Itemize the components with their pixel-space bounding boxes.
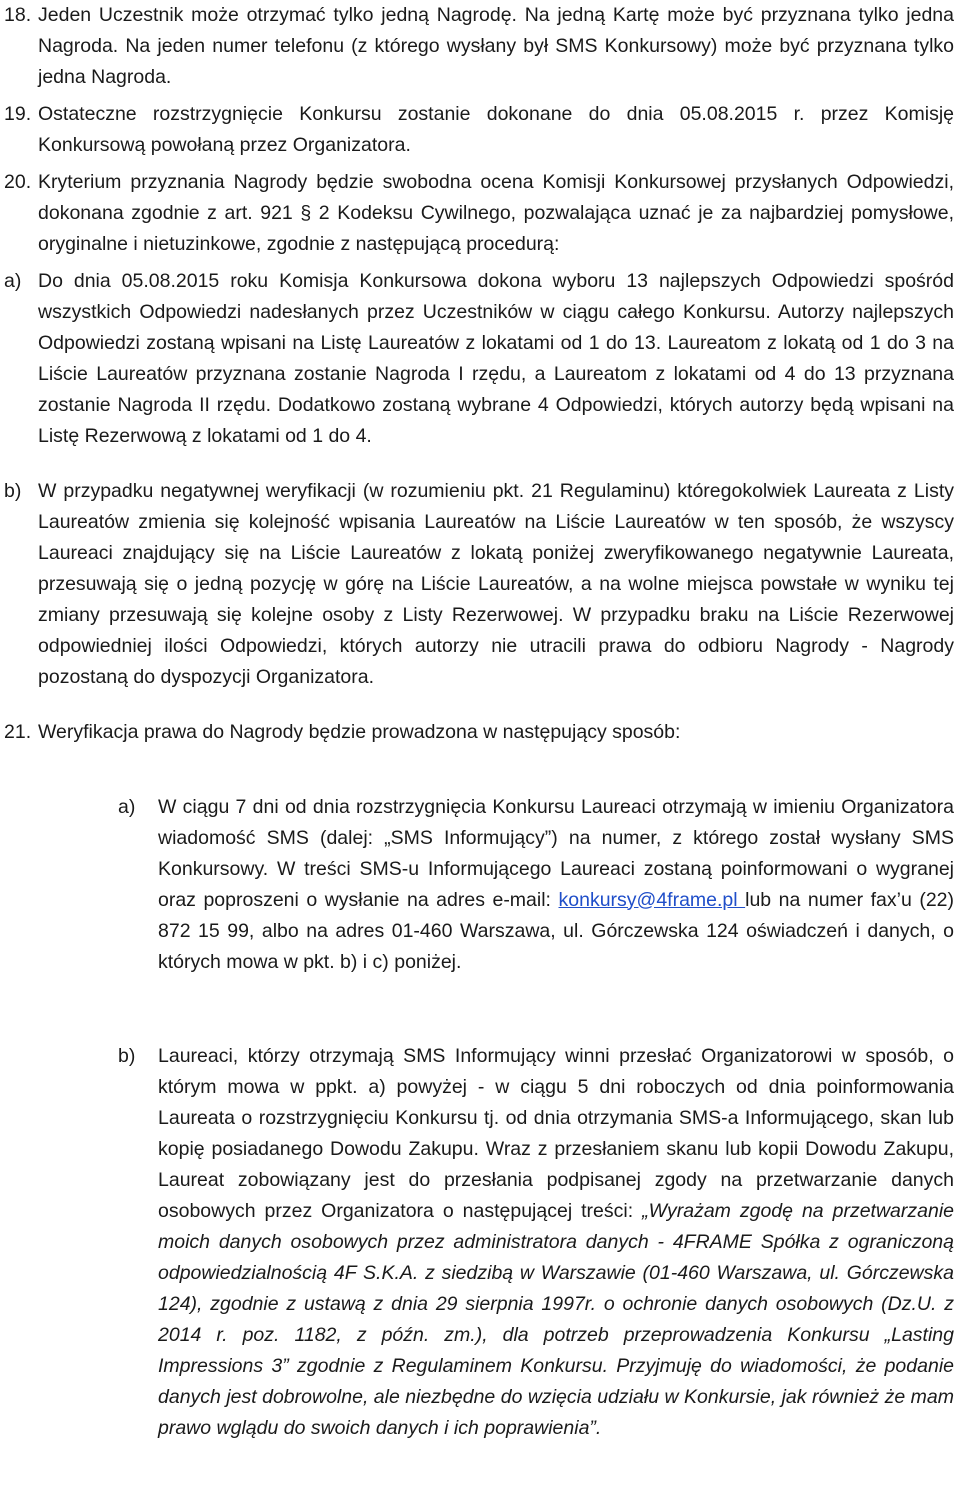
- section-19: [4, 99, 954, 161]
- section-21: [4, 717, 954, 748]
- point-text-before: Laureaci, którzy otrzymają SMS Informujący winni przesłać Organizatorowi w sposób, o którym mowa w ppkt. a) powyżej - w ciągu 5 dni roboczych od dnia poinformowania Laureata o rozstrzygnięciu Konkursu tj. od dnia otrzymania SMS-a Informującego, skan lub kopię posiadanego Dowodu Zakupu. Wraz z przesłaniem skanu lub kopii Dowodu Zakupu, Laureat zobowiązany jest do przesłania podpisanej zgody na przetwarzanie danych osobowych przez Organizatora o następującej treści:: [158, 1044, 954, 1222]
- section-20-point-a: [4, 266, 954, 452]
- section-20-point-b: [4, 476, 954, 693]
- point-label: a): [4, 270, 22, 292]
- section-21-point-a: [118, 792, 954, 978]
- point-text: W przypadku negatywnej weryfikacji (w rozumieniu pkt. 21 Regulaminu) któregokolwiek Laureata z Listy Laureatów zmienia się kolejność wpisania Laureatów na Liście Laureatów w ten sposób, że wszyscy Laureaci znajdujący się na Liście Laureatów z lokatą poniżej zweryfikowanego negatywnie Laureata, przesuwają się o jedną pozycję w górę na Liście Laureatów, a na wolne miejsca powstałe w wyniku tej zmiany przesuwają się kolejne osoby z Listy Rezerwowej. W przypadku braku na Liście Rezerwowej odpowiedniej ilości Odpowiedzi, których autorzy nie utracili prawa do odbioru Nagrody - Nagrody pozostaną do dyspozycji Organizatora.: [38, 480, 954, 688]
- section-text: Ostateczne rozstrzygnięcie Konkursu zostanie dokonane do dnia 05.08.2015 r. przez Komisję Konkursową powołaną przez Organizatora.: [38, 103, 954, 156]
- section-21-point-b: [118, 1041, 954, 1444]
- section-20: [4, 167, 954, 260]
- consent-clause: „Wyrażam zgodę na przetwarzanie moich danych osobowych przez administratora danych - 4FRAME Spółka z ograniczoną odpowiedzialnością 4F S.K.A. z siedzibą w Warszawie (01-460 Warszawa, ul. Górczewska 124), zgodnie z ustawą z dnia 29 sierpnia 1997r. o ochronie danych osobowych (Dz.U. z 2014 r. poz. 1182, z późn. zm.), dla potrzeb przeprowadzenia Konkursu „Lasting Impressions 3” zgodnie z Regulaminem Konkursu. Przyjmuję do wiadomości, że podanie danych jest dobrowolne, ale niezbędne do wzięcia udziału w Konkursie, jak również że mam prawo wglądu do swoich danych i ich poprawienia”.: [158, 1199, 954, 1439]
- point-label: a): [118, 795, 136, 818]
- section-number: 19.: [4, 103, 32, 125]
- point-label: b): [4, 480, 22, 502]
- point-text: Do dnia 05.08.2015 roku Komisja Konkursowa dokona wyboru 13 najlepszych Odpowiedzi spośród wszystkich Odpowiedzi nadesłanych przez Uczestników w ciągu całego Konkursu. Autorzy najlepszych Odpowiedzi zostaną wpisani na Listę Laureatów z lokatami od 1 do 13. Laureatom z lokatą od 1 do 3 na Liście Laureatów przyznana zostanie Nagroda I rzędu, a Laureatom z lokatami od 4 do 13 przyznana zostanie Nagroda II rzędu. Dodatkowo zostaną wybrane 4 Odpowiedzi, których autorzy będą wpisani na Listę Rezerwową z lokatami od 1 do 4.: [38, 270, 954, 447]
- section-number: 18.: [4, 4, 32, 26]
- section-text: Weryfikacja prawa do Nagrody będzie prowadzona w następujący sposób:: [38, 721, 681, 743]
- section-number: 21.: [4, 721, 32, 743]
- section-18: [4, 0, 954, 93]
- point-text-after: lub na numer fax’u (22) 872 15 99, albo na adres 01-460 Warszawa, ul. Górczewska 124 oświadczeń i danych, o których mowa w pkt. b) i c) poniżej.: [158, 888, 955, 973]
- point-label: b): [118, 1044, 136, 1067]
- section-text: Jeden Uczestnik może otrzymać tylko jedną Nagrodę. Na jedną Kartę może być przyznana tylko jedna Nagroda. Na jeden numer telefonu (z którego wysłany był SMS Konkursowy) może być przyznana tylko jedna Nagroda.: [38, 4, 954, 88]
- section-text: Kryterium przyznania Nagrody będzie swobodna ocena Komisji Konkursowej przysłanych Odpowiedzi, dokonana zgodnie z art. 921 § 2 Kodeksu Cywilnego, pozwalająca uznać je za najbardziej pomysłowe, oryginalne i nietuzinkowe, zgodnie z następującą procedurą:: [38, 171, 954, 255]
- section-number: 20.: [4, 171, 32, 193]
- email-link[interactable]: konkursy@4frame.pl: [558, 888, 746, 911]
- point-text-before: W ciągu 7 dni od dnia rozstrzygnięcia Konkursu Laureaci otrzymają w imieniu Organizatora wiadomość SMS (dalej: „SMS Informujący”) na numer, z którego został wysłany SMS Konkursowy. W treści SMS-u Informującego Laureaci zostaną poinformowani o wygranej oraz poproszeni o wysłanie na adres e-mail:: [158, 795, 954, 911]
